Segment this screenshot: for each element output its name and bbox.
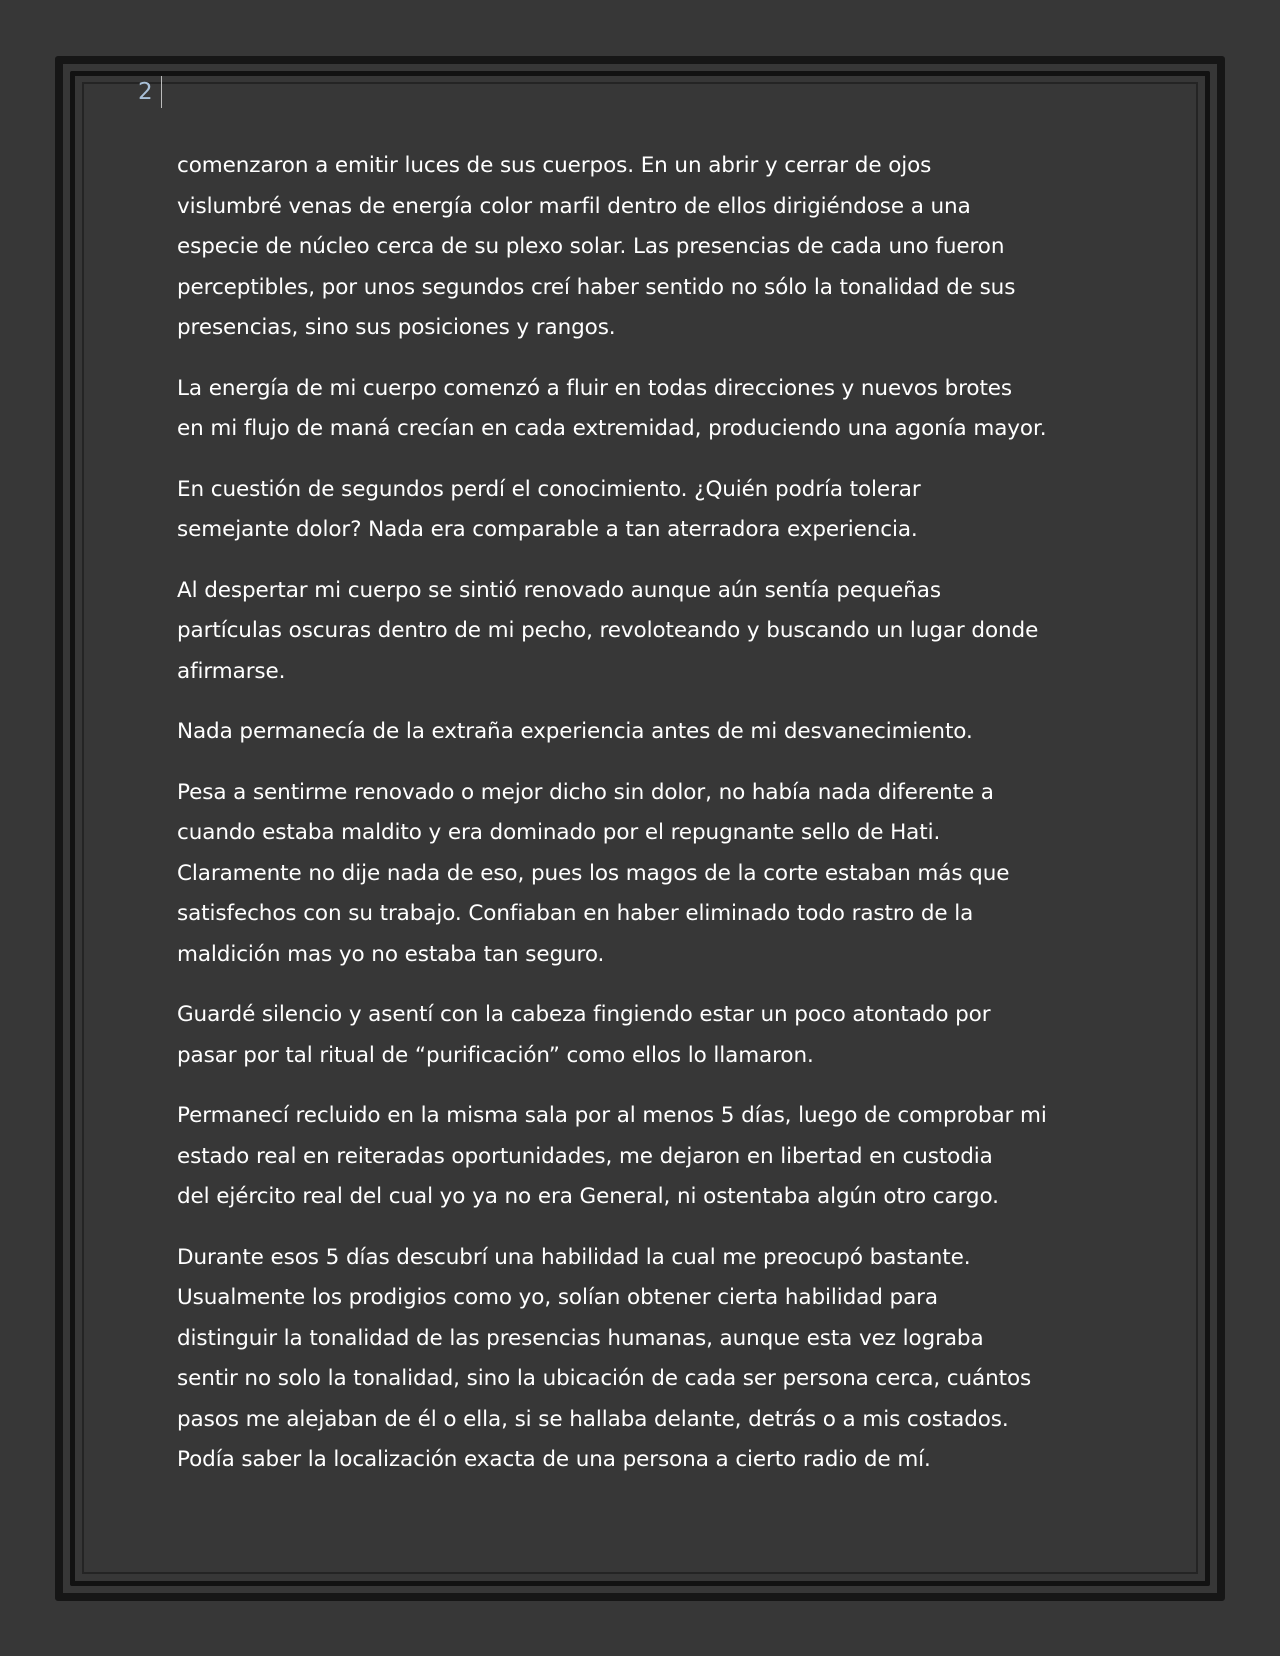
text-line: maldición mas yo no estaba tan seguro. [177, 941, 605, 967]
paragraph-2 [177, 369, 1107, 450]
page-number: 2 [138, 76, 162, 108]
paragraph-9 [177, 1238, 1107, 1481]
paragraph-1 [177, 146, 1107, 349]
text-line: La energía de mi cuerpo comenzó a fluir en todas direcciones y nuevos brotes [177, 375, 1013, 401]
text-line: Nada permanecía de la extraña experiencia antes de mi desvanecimiento. [177, 719, 973, 744]
text-line: estado real en reiteradas oportunidades, me dejaron en libertad en custodia [177, 1143, 993, 1169]
paragraph-8 [177, 1096, 1107, 1218]
text-line: pasos me alejaban de él o ella, si se hallaba delante, detrás o a mis costados. [177, 1406, 1009, 1432]
paragraph-7 [177, 995, 1107, 1076]
text-line: comenzaron a emitir luces de sus cuerpos. En un abrir y cerrar de ojos [177, 153, 932, 178]
text-line: especie de núcleo cerca de su plexo solar. Las presencias de cada uno fueron [177, 234, 1005, 259]
paragraph-5 [177, 712, 1107, 753]
text-line: distinguir la tonalidad de las presencias humanas, aunque esta vez lograba [177, 1325, 984, 1351]
text-line: en mi flujo de maná crecían en cada extremidad, produciendo una agonía mayor. [177, 416, 1047, 441]
text-line: cuando estaba maldito y era dominado por el repugnante sello de Hati. [177, 820, 941, 845]
text-line: Guardé silencio y asentí con la cabeza fingiendo estar un poco atontado por [177, 1002, 991, 1027]
text-line: sentir no solo la tonalidad, sino la ubicación de cada ser persona cerca, cuántos [177, 1366, 1032, 1391]
text-line: Al despertar mi cuerpo se sintió renovado aunque aún sentía pequeñas [177, 577, 941, 603]
text-line: Durante esos 5 días descubrí una habilidad la cual me preocupó bastante. [177, 1244, 971, 1270]
text-line: vislumbré venas de energía color marfil dentro de ellos dirigiéndose a una [177, 193, 971, 219]
text-line: del ejército real del cual yo ya no era General, ni ostentaba algún otro cargo. [177, 1184, 999, 1209]
text-line: perceptibles, por unos segundos creí haber sentido no sólo la tonalidad de sus [177, 274, 1016, 300]
text-line: Pesa a sentirme renovado o mejor dicho sin dolor, no había nada diferente a [177, 779, 994, 805]
paragraph-6 [177, 773, 1107, 976]
document-body [177, 146, 1107, 1501]
text-line: partículas oscuras dentro de mi pecho, revoloteando y buscando un lugar donde [177, 618, 1039, 643]
text-line: afirmarse. [177, 658, 286, 684]
text-line: Claramente no dije nada de eso, pues los magos de la corte estaban más que [177, 860, 1010, 886]
text-line: semejante dolor? Nada era comparable a tan aterradora experiencia. [177, 517, 918, 542]
text-line: pasar por tal ritual de “purificación” como ellos lo llamaron. [177, 1042, 814, 1068]
text-line: Permanecí recluido en la misma sala por al menos 5 días, luego de comprobar mi [177, 1103, 1047, 1128]
paragraph-3 [177, 470, 1107, 551]
paragraph-4 [177, 571, 1107, 693]
text-line: presencias, sino sus posiciones y rangos. [177, 315, 616, 340]
text-line: Podía saber la localización exacta de una persona a cierto radio de mí. [177, 1447, 931, 1472]
text-line: satisfechos con su trabajo. Confiaban en haber eliminado todo rastro de la [177, 901, 974, 926]
text-line: Usualmente los prodigios como yo, solían obtener cierta habilidad para [177, 1285, 938, 1310]
text-line: En cuestión de segundos perdí el conocimiento. ¿Quién podría tolerar [177, 476, 921, 502]
